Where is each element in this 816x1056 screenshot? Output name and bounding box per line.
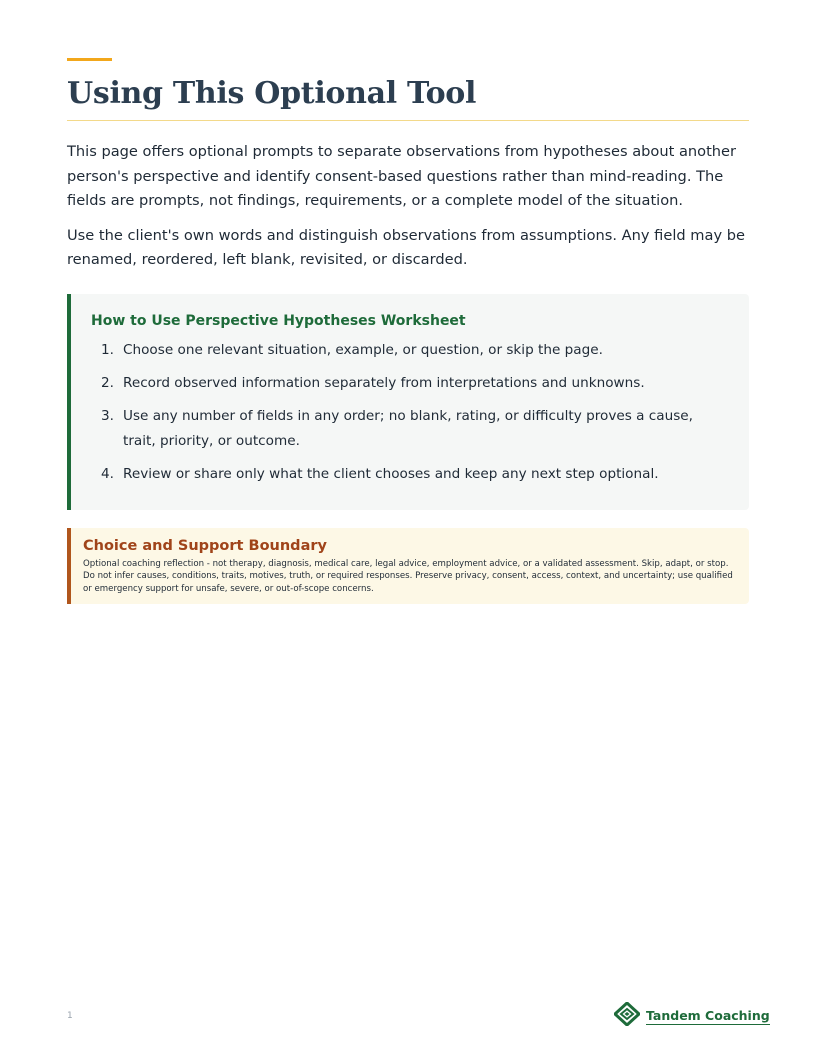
page-number: 1: [67, 1011, 73, 1021]
step-text: Choose one relevant situation, example, or question, or skip the page.: [123, 342, 603, 358]
howto-step: [101, 338, 729, 363]
diamond-logo-icon: [614, 1002, 640, 1030]
howto-title: How to Use Perspective Hypotheses Worksheet: [91, 313, 466, 329]
howto-step: [101, 462, 729, 487]
intro-paragraph: Use the client's own words and distinguish observations from assumptions. Any field may be renamed, reordered, left blank, revisited, or discarded.: [67, 226, 745, 268]
howto-step: [101, 371, 729, 396]
boundary-callout: [67, 528, 749, 604]
title-divider: [67, 120, 749, 121]
step-number: 2.: [101, 375, 114, 391]
step-number: 4.: [101, 465, 114, 482]
step-text: Review or share only what the client chooses and keep any next step optional.: [123, 465, 659, 482]
howto-callout: [67, 294, 749, 510]
page-title: Using This Optional Tool: [67, 76, 477, 111]
step-number: 1.: [101, 342, 114, 358]
step-number: 3.: [101, 408, 114, 424]
boundary-title: Choice and Support Boundary: [83, 538, 327, 554]
boundary-body: Optional coaching reflection - not therapy, diagnosis, medical care, legal advice, employment advice, or a validated assessment. Skip, adapt, or stop. Do not infer causes, conditions, traits, motives, truth, or required responses. Preserve privacy, consent, access, context, and uncertainty; use qualified or emergency support for unsafe, severe, or out-of-scope concerns.: [83, 559, 733, 594]
brand-name: Tandem Coaching: [646, 1007, 770, 1023]
intro-paragraph: This page offers optional prompts to separate observations from hypotheses about another person's perspective and identify consent-based questions rather than mind-reading. The fields are prompts, not findings, requirements, or a complete model of the situation.: [67, 143, 737, 209]
step-text: Use any number of fields in any order; no blank, rating, or difficulty proves a cause, trait, priority, or outcome.: [123, 408, 693, 449]
intro-section: [67, 140, 757, 283]
title-accent-bar: [67, 58, 112, 61]
howto-step: [101, 404, 729, 453]
howto-steps-list: [91, 338, 729, 486]
brand-logo: [614, 1004, 770, 1028]
step-text: Record observed information separately from interpretations and unknowns.: [123, 375, 645, 391]
